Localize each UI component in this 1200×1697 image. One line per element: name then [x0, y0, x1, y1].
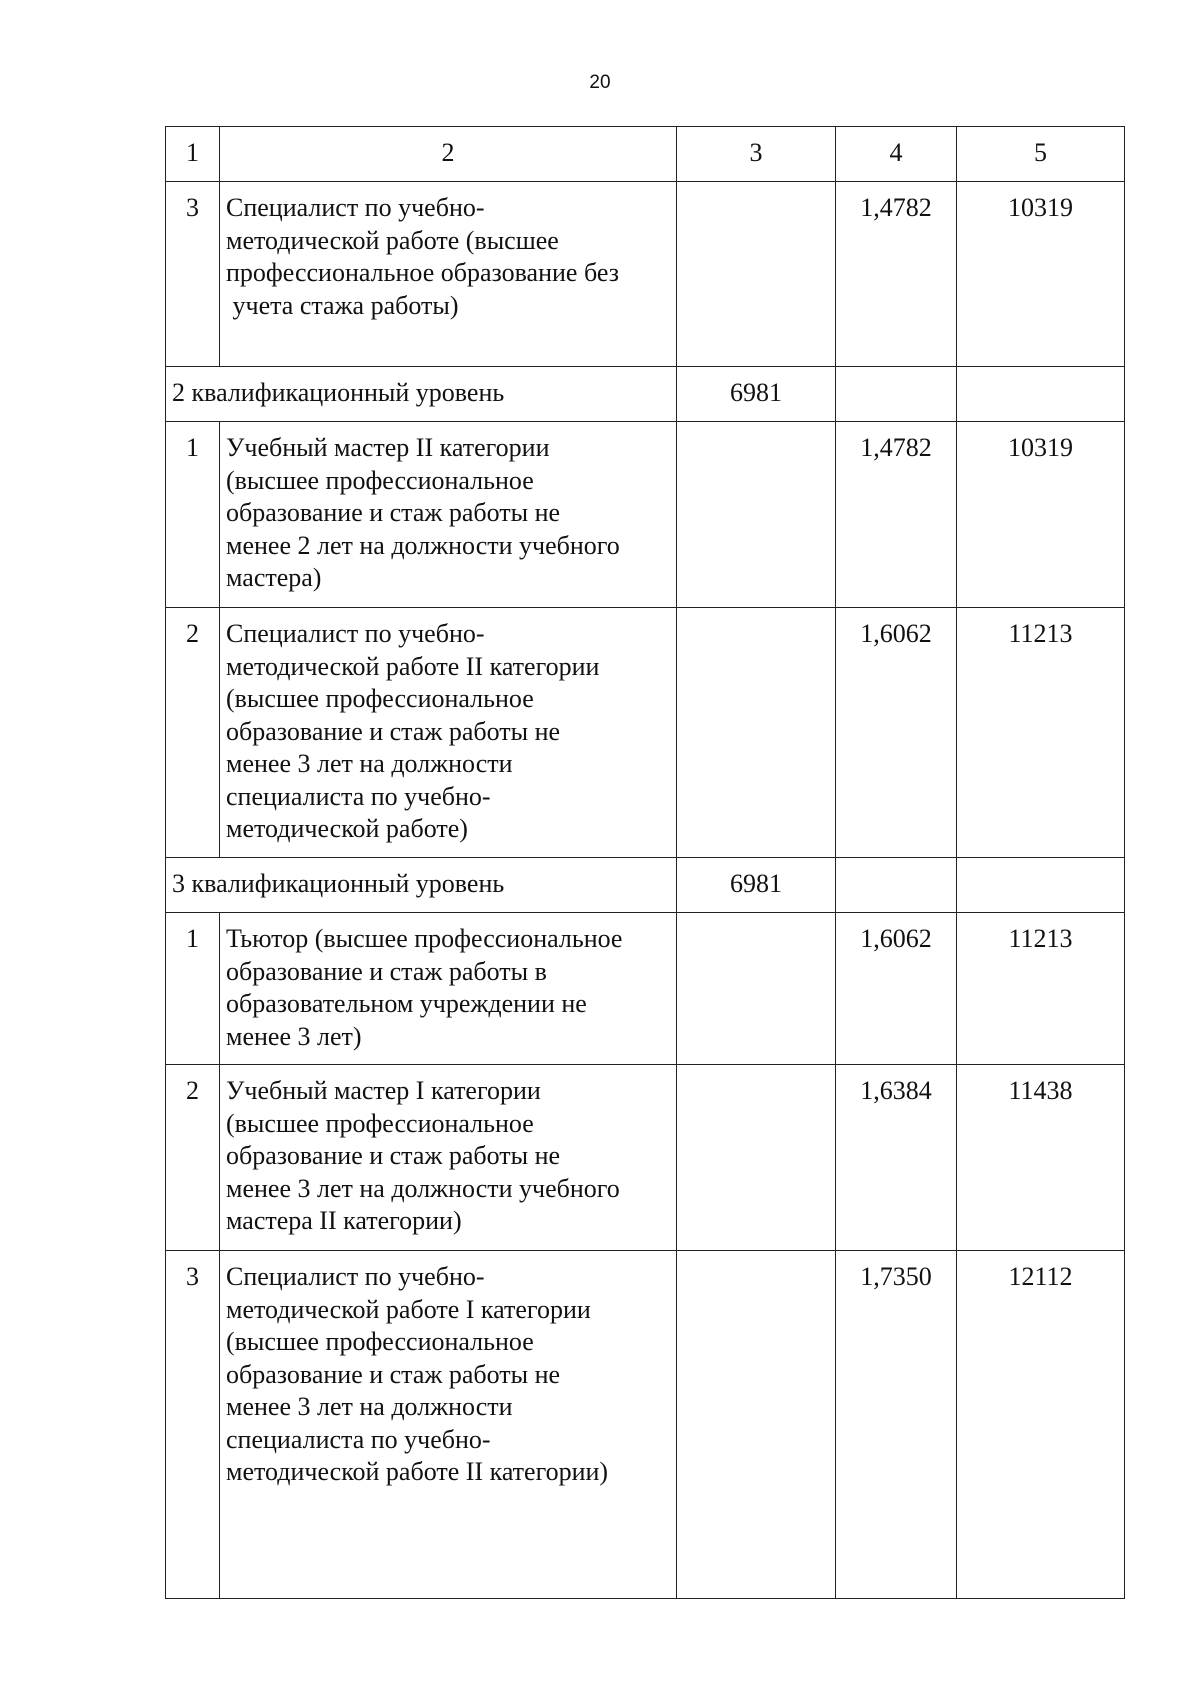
position-description: Учебный мастер II категории (высшее профессиональное образование и стаж работы не менее 2 лет на должности учебного мастера)	[220, 422, 677, 608]
position-description: Специалист по учебно- методической работе (высшее профессиональное образование без учета стажа работы)	[220, 182, 677, 367]
coefficient-cell: 1,6062	[836, 913, 957, 1065]
salary-table	[165, 126, 1125, 1599]
header-col-1: 1	[166, 127, 220, 182]
table-header-row	[166, 127, 1125, 182]
base-salary-cell: 6981	[677, 858, 836, 913]
header-col-2: 2	[220, 127, 677, 182]
base-salary-cell	[677, 608, 836, 858]
salary-cell: 10319	[957, 422, 1125, 608]
salary-cell: 12112	[957, 1251, 1125, 1599]
row-number: 2	[166, 608, 220, 858]
table-row	[166, 1065, 1125, 1251]
salary-cell: 11213	[957, 608, 1125, 858]
salary-cell: 10319	[957, 182, 1125, 367]
row-number: 3	[166, 182, 220, 367]
coefficient-cell: 1,7350	[836, 1251, 957, 1599]
position-description: Тьютор (высшее профессиональное образование и стаж работы в образовательном учреждении не менее 3 лет)	[220, 913, 677, 1065]
salary-cell	[957, 858, 1125, 913]
coefficient-cell: 1,6062	[836, 608, 957, 858]
qualification-level-title: 2 квалификационный уровень	[166, 367, 677, 422]
base-salary-cell	[677, 182, 836, 367]
position-description: Учебный мастер I категории (высшее профессиональное образование и стаж работы не менее 3 лет на должности учебного мастера II категории)	[220, 1065, 677, 1251]
coefficient-cell: 1,4782	[836, 182, 957, 367]
base-salary-cell: 6981	[677, 367, 836, 422]
base-salary-cell	[677, 1065, 836, 1251]
position-description: Специалист по учебно- методической работе II категории (высшее профессиональное образование и стаж работы не менее 3 лет на должности специалиста по учебно- методической работе)	[220, 608, 677, 858]
row-number: 1	[166, 422, 220, 608]
header-col-5: 5	[957, 127, 1125, 182]
qualification-level-row	[166, 858, 1125, 913]
coefficient-cell	[836, 367, 957, 422]
row-number: 2	[166, 1065, 220, 1251]
table-row	[166, 608, 1125, 858]
header-col-4: 4	[836, 127, 957, 182]
table-row	[166, 913, 1125, 1065]
coefficient-cell	[836, 858, 957, 913]
qualification-level-row	[166, 367, 1125, 422]
header-col-3: 3	[677, 127, 836, 182]
row-number: 3	[166, 1251, 220, 1599]
salary-cell	[957, 367, 1125, 422]
coefficient-cell: 1,4782	[836, 422, 957, 608]
base-salary-cell	[677, 913, 836, 1065]
coefficient-cell: 1,6384	[836, 1065, 957, 1251]
row-number: 1	[166, 913, 220, 1065]
base-salary-cell	[677, 422, 836, 608]
page-number: 20	[589, 72, 611, 93]
position-description: Специалист по учебно- методической работе I категории (высшее профессиональное образование и стаж работы не менее 3 лет на должности специалиста по учебно- методической работе II категории)	[220, 1251, 677, 1599]
table-row	[166, 182, 1125, 367]
table-row	[166, 422, 1125, 608]
salary-cell: 11213	[957, 913, 1125, 1065]
salary-cell: 11438	[957, 1065, 1125, 1251]
base-salary-cell	[677, 1251, 836, 1599]
table-row	[166, 1251, 1125, 1599]
qualification-level-title: 3 квалификационный уровень	[166, 858, 677, 913]
